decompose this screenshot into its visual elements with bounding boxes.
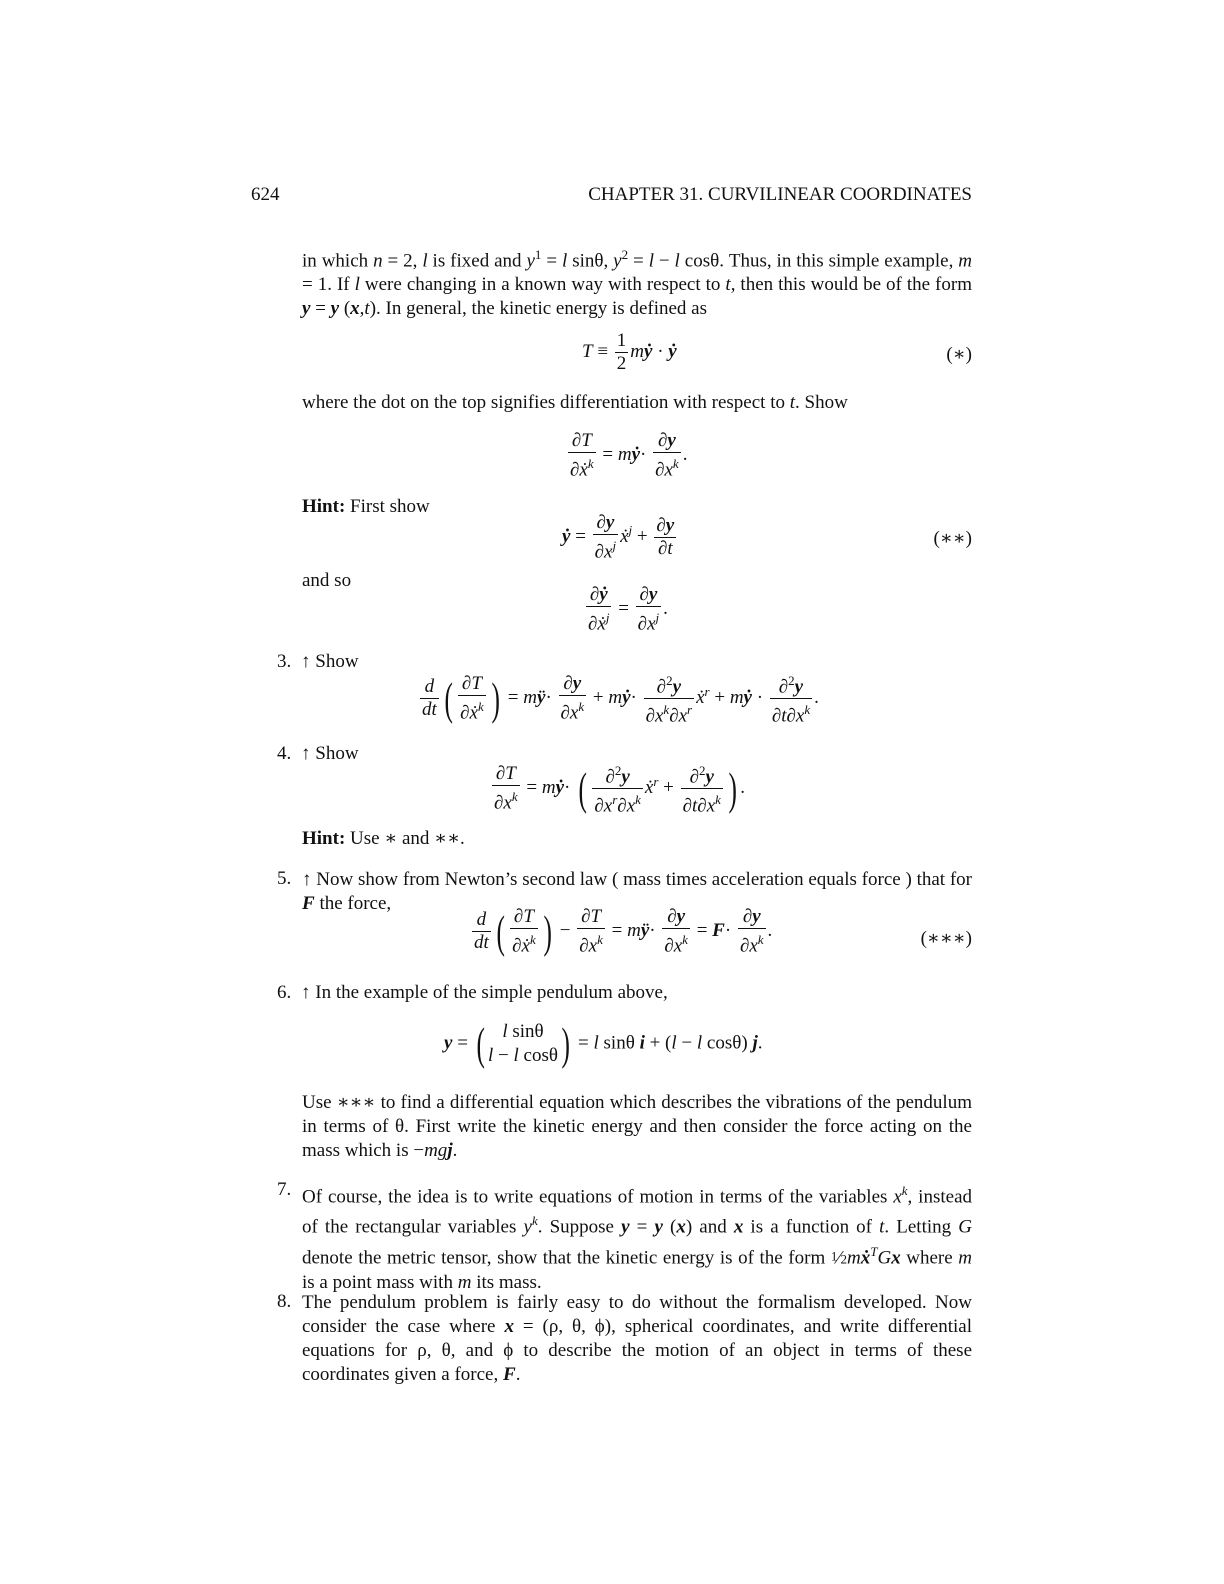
partial-T-xdot-equation: $\frac{\partial T}{\partial ẋ^k}$ = mẏ· $\frac{\partial y}{\partial x^k}$ .: [570, 430, 688, 481]
equation-tag-triple-star: (∗∗∗): [920, 928, 972, 949]
exercise-4: 4. ↑ Show: [277, 743, 359, 764]
and-so-text: and so: [302, 570, 352, 591]
hint-first-show: Hint: First show: [302, 496, 430, 517]
kinetic-energy-equation: T ≡ $\frac{1}{2}$ mẏ · ẏ: [582, 330, 677, 374]
exercise-4-equation: $\frac{\partial T}{\partial x^k}$ = mẏ· ( $\frac{\partial^2y}{\partial x^r\partial x^k}$ ẋ$^r$ + $\frac{\partial^2y}{\partial t\partial x^k}$ ) .: [490, 760, 745, 818]
exercise-3: 3. ↑ Show: [277, 651, 359, 672]
exercise-7-text: Of course, the idea is to write equations of motion in terms of the variables $x^k$, instead of the rectangular variables $y^k$. Suppose y = y (x) and x is a function of t. Letting G denote the metric tensor, show that the kinetic energy is of the form 1⁄2mẋ$^T$Gx where m is a point mass with m its mass.: [302, 1183, 973, 1293]
pendulum-vector-equation: y = ( l sinθ l − l cosθ) = l sinθ i + (l − l cosθ) j.: [444, 1018, 763, 1069]
running-header: CHAPTER 31. CURVILINEAR COORDINATES: [588, 184, 972, 205]
exercise-6-followup: Use ∗∗∗ to find a differential equation which describes the vibrations of the pendulum in terms of θ. First write the kinetic energy and then consider the force acting on the mass which is −mgj.: [302, 1092, 972, 1161]
equation-tag-double-star: (∗∗): [933, 528, 972, 549]
exercise-6: 6. ↑ In the example of the simple pendulum above,: [277, 982, 668, 1003]
exercise-8-text: The pendulum problem is fairly easy to do without the formalism developed. Now consider the case where x = (ρ, θ, ϕ), spherical coordinates, and write differential equations for ρ, θ, and ϕ to describe the motion of an object in terms of these coordinates given a force, F.: [302, 1292, 973, 1385]
exercise-8-number: 8.: [277, 1291, 292, 1312]
hint-use-stars: Hint: Use ∗ and ∗∗.: [302, 828, 465, 849]
exercise-3-equation: $\frac{d}{dt}$ ( $\frac{\partial T}{\partial ẋ^k}$ ) = mÿ· $\frac{\partial y}{\partial x^k}$ + mẏ· $\frac{\partial^2y}{\partial x^k\partial x^r}$ ẋ$^r$ + mẏ · $\frac{\partial^2y}{\partial t\partial x^k}$ .: [418, 670, 819, 728]
dot-explanation: where the dot on the top signifies differentiation with respect to t. Show: [302, 392, 848, 413]
exercise-5-number: 5.: [277, 868, 292, 889]
partial-ydot-equation: $\frac{\text{∂ẏ}}{\partial ẋ^j}$ = $\frac{\partial y}{\partial x^j}$ .: [588, 584, 668, 635]
exercise-5-equation: $\frac{d}{dt}$ ( $\frac{\partial T}{\partial ẋ^k}$ ) − $\frac{\partial T}{\partial x^k}$ = mÿ· $\frac{\partial y}{\partial x^k}$ = F· $\frac{\partial y}{\partial x^k}$ .: [474, 905, 773, 957]
page-number: 624: [251, 184, 280, 205]
intro-paragraph: in which n = 2, l is fixed and $y^1 = l$ sinθ, $y^2 = l - l$ cosθ. Thus, in this simple example, m = 1. If l were changing in a known way with respect to t, then this would be of the form y = y (x,t). In general, the kinetic energy is defined as: [302, 247, 972, 320]
ydot-equation: ẏ = $\frac{\partial y}{\partial x^j}$ ẋ$^j$ + $\frac{\partial y}{\partial t}$: [562, 512, 675, 563]
exercise-5-text: ↑ Now show from Newton’s second law ( mass times acceleration equals force ) that for F the force,: [302, 869, 972, 914]
exercise-7-number: 7.: [277, 1179, 292, 1200]
equation-tag-star: (∗): [946, 344, 972, 365]
